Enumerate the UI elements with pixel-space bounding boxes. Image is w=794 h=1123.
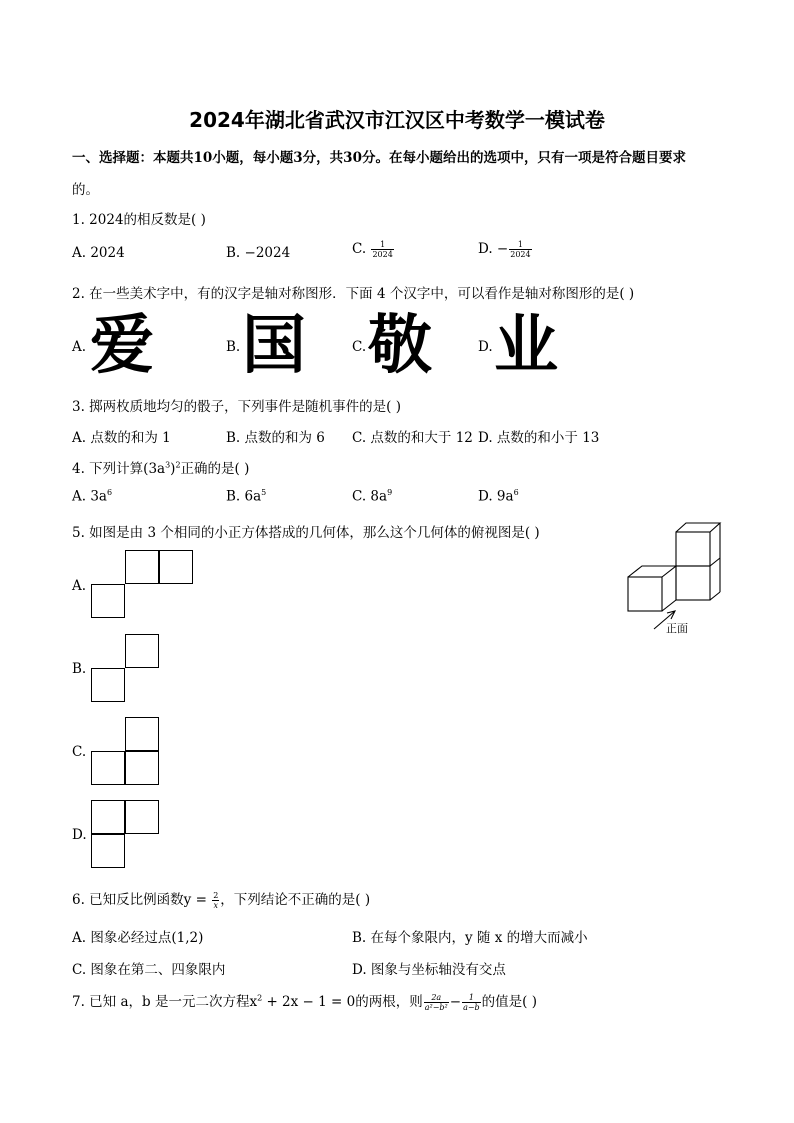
q3-option-a: A. 点数的和为 1	[72, 430, 171, 446]
q2-char-ye: 业	[494, 309, 558, 383]
q6-fraction	[212, 891, 219, 910]
square	[159, 550, 193, 584]
q2-option-c: C.	[352, 339, 367, 355]
q7-stem-mid: + 2x − 1 = 0的两根，则	[262, 994, 423, 1010]
fraction-numerator: 1	[371, 240, 393, 250]
q1-stem: 1. 2024的相反数是( )	[72, 212, 206, 228]
q6-option-b: B. 在每个象限内，y 随 x 的增大而减小	[352, 930, 588, 946]
q5-option-a: A.	[72, 578, 87, 594]
q1-option-a: A. 2024	[72, 245, 125, 261]
fraction-numerator: 1	[462, 993, 481, 1003]
square	[125, 800, 159, 834]
q2-char-ai: 爱	[90, 309, 154, 383]
q7-exponent: 2	[257, 993, 263, 1003]
q3-option-b: B. 点数的和为 6	[226, 430, 325, 446]
q6-option-c: C. 图象在第二、四象限内	[72, 962, 226, 978]
q4-option-c-exp: 9	[387, 488, 393, 497]
square	[91, 751, 125, 785]
q4-option-d	[478, 488, 519, 505]
square	[91, 584, 125, 618]
q4-stem-post: 正确的是( )	[180, 461, 250, 477]
q4-option-b	[226, 488, 266, 505]
square	[91, 800, 125, 834]
page-title: 2024年湖北省武汉市江汉区中考数学一模试卷	[189, 108, 605, 132]
q1-option-d	[478, 240, 533, 259]
q4-option-a-base: A. 3a	[72, 488, 107, 505]
square	[125, 550, 159, 584]
q4-option-b-base: B. 6a	[226, 488, 262, 505]
q7-fraction-1	[424, 993, 449, 1012]
fraction-denominator: 2024	[510, 250, 531, 259]
q1-option-c-label: C.	[352, 241, 371, 257]
q5-stem: 5. 如图是由 3 个相同的小正方体搭成的几何体，那么这个几何体的俯视图是( )	[72, 525, 540, 541]
q1-option-d-label: D. −	[478, 241, 509, 257]
q6-stem-post: ，下列结论不正确的是( )	[220, 892, 371, 908]
square	[125, 751, 159, 785]
q4-option-a-exp: 6	[106, 488, 113, 497]
q5-solid-figure	[620, 515, 732, 637]
q2-option-b: B.	[226, 339, 241, 355]
section-heading-line2: 的。	[72, 182, 99, 198]
q1-option-c-fraction	[371, 240, 393, 259]
q4-option-a	[72, 488, 112, 505]
fraction-denominator: a²−b²	[424, 1003, 448, 1012]
q4-stem	[72, 457, 249, 477]
q7-minus: −	[449, 994, 462, 1010]
q4-stem-pre: 4. 下列计算(3a	[72, 461, 166, 477]
q2-char-guo: 国	[242, 309, 306, 383]
q6-stem-pre: 6. 已知反比例函数y =	[72, 892, 212, 908]
fraction-denominator: x	[213, 901, 218, 910]
q4-exp-inner: 3	[165, 460, 171, 470]
q4-option-c	[352, 488, 392, 505]
q3-option-d: D. 点数的和小于 13	[478, 430, 600, 446]
q1-option-d-fraction	[509, 240, 531, 259]
q7-stem-pre: 7. 已知 a，b 是一元二次方程x	[72, 994, 258, 1010]
q3-option-c: C. 点数的和大于 12	[352, 430, 473, 446]
fraction-denominator: a−b	[463, 1003, 480, 1012]
section-heading	[72, 146, 686, 166]
q5-option-c: C.	[72, 744, 87, 760]
square	[91, 834, 125, 868]
fraction-numerator: 2a	[424, 993, 449, 1003]
fraction-numerator: 1	[509, 240, 531, 250]
q4-option-d-exp: 6	[513, 488, 519, 497]
q6-option-d: D. 图象与坐标轴没有交点	[352, 962, 506, 978]
q2-char-jing: 敬	[368, 309, 432, 383]
q5-front-label: 正面	[666, 622, 688, 635]
q5-option-a-figure	[90, 550, 194, 620]
q5-option-c-figure	[90, 716, 160, 786]
square	[125, 717, 159, 751]
q2-option-d: D.	[478, 339, 493, 355]
q4-stem-mid: )	[170, 461, 176, 477]
square	[91, 668, 125, 702]
fraction-denominator: 2024	[372, 250, 393, 259]
q5-option-d-figure	[90, 799, 160, 869]
q3-stem: 3. 掷两枚质地均匀的骰子，下列事件是随机事件的是( )	[72, 399, 401, 415]
q6-option-a: A. 图象必经过点(1,2)	[72, 930, 204, 946]
section-heading-line1: 一、选择题：本题共10小题，每小题3分，共30分。在每小题给出的选项中，只有一项是符合题目要求	[72, 150, 686, 166]
square	[125, 634, 159, 668]
q2-option-a: A.	[72, 339, 87, 355]
q4-exp-outer: 2	[175, 460, 181, 470]
q4-option-d-base: D. 9a	[478, 488, 514, 505]
q5-option-d: D.	[72, 827, 87, 843]
fraction-numerator: 2	[213, 891, 219, 900]
q4-option-b-exp: 5	[261, 488, 267, 497]
q7-fraction-2	[462, 993, 481, 1012]
q2-stem: 2. 在一些美术字中，有的汉字是轴对称图形．下面 4 个汉字中，可以看作是轴对称图形的是( )	[72, 286, 635, 302]
q7-stem	[72, 990, 537, 1012]
q6-stem	[72, 888, 370, 910]
q7-stem-post: 的值是( )	[481, 994, 537, 1010]
q4-option-c-base: C. 8a	[352, 488, 388, 505]
q5-option-b-figure	[90, 633, 160, 703]
q1-option-c	[352, 240, 395, 259]
q1-option-b: B. −2024	[226, 245, 291, 261]
q5-option-b: B.	[72, 661, 87, 677]
